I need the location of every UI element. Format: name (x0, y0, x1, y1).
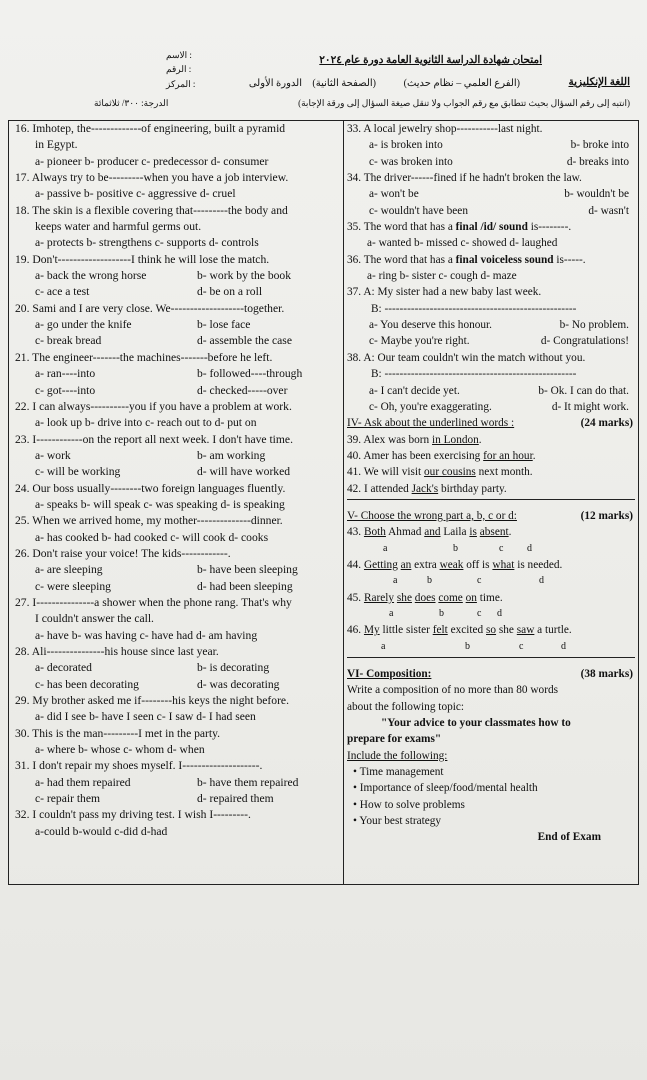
question-line: 32. I couldn't pass my driving test. I wish I---------. (15, 808, 251, 822)
option-left: c- repair them (35, 792, 101, 806)
question-line: 30. This is the man---------I met in the party. (15, 726, 221, 740)
option-right: d- will have worked (197, 465, 291, 479)
section-5-heading: V- Choose the wrong part a, b, c or d: (12 marks) (347, 509, 633, 522)
option-right: b- am working (197, 448, 266, 462)
question-38: 38. A: Our team couldn't win the match without you. (347, 351, 586, 364)
question-line: 24. Our boss usually--------two foreign languages fluently. (15, 481, 286, 495)
option-right: b- work by the book (197, 269, 292, 283)
question-line: 29. My brother asked me if--------his keys the night before. (15, 694, 289, 708)
question-line: 26. Don't raise your voice! The kids------------. (15, 546, 231, 560)
question-line: 23. I------------on the report all next week. I don't have time. (15, 432, 293, 446)
answer-options (15, 366, 341, 382)
left-column (15, 121, 341, 884)
composition-topic: prepare for exams" (347, 733, 442, 746)
center-label: المركز : (166, 79, 196, 89)
part-letters: a b c d (389, 607, 502, 619)
question-39: 39. Alex was born in London. (347, 433, 482, 446)
branch-label: (الفرع العلمي – نظام حديث) (403, 78, 520, 89)
answer-options: c- wouldn't have been d- wasn't (369, 204, 629, 217)
answer-options (15, 579, 341, 595)
option-right: d- had been sleeping (197, 579, 293, 593)
answer-options: a- look up b- drive into c- reach out to d- put on (35, 416, 257, 430)
answer-options: a- You deserve this honour. b- No problem. (369, 319, 629, 332)
option-right: b- lose face (197, 318, 251, 332)
question-line: 21. The engineer-------the machines-------before he left. (15, 350, 273, 364)
answer-options (15, 333, 341, 349)
option-left: c- ace a test (35, 285, 90, 299)
response-line: B: --------------------------------------------------- (371, 302, 577, 315)
answer-options: a- passive b- positive c- aggressive d- cruel (35, 187, 236, 201)
option-left: a- back the wrong horse (35, 269, 147, 283)
answer-options: a- where b- whose c- whom d- when (35, 743, 205, 757)
option-left: c- has been decorating (35, 677, 139, 691)
session-label: الدورة الأولى (248, 78, 302, 89)
answer-options: c- Oh, you're exaggerating. d- It might work. (369, 400, 629, 413)
option-right: d- be on a roll (197, 285, 263, 299)
question-line: 16. Imhotep, the-------------of engineering, built a pyramid (15, 122, 286, 135)
answer-options: a- did I see b- have I seen c- I saw d- I had seen (35, 710, 256, 724)
section-divider (347, 499, 635, 504)
include-heading: Include the following: (347, 749, 448, 762)
question-36: 36. The word that has a final voiceless sound is-----. (347, 253, 586, 266)
option-left: a- are sleeping (35, 563, 103, 577)
option-right: d- was decorating (197, 677, 280, 691)
answer-options: a- has cooked b- had cooked c- will cook d- cooks (35, 530, 269, 544)
answer-options (15, 775, 341, 791)
question-42: 42. I attended Jack's birthday party. (347, 482, 507, 495)
answer-options (15, 660, 341, 676)
exam-title: امتحان شهادة الدراسة الثانوية العامة دورة عام ٢٠٢٤ (319, 55, 542, 66)
part-letters: a b c d (393, 575, 544, 587)
question-line: 17. Always try to be---------when you have a job interview. (15, 171, 289, 185)
question-line: 18. The skin is a flexible covering that---------the body and (15, 203, 288, 217)
answer-options: a- wanted b- missed c- showed d- laughed (367, 237, 558, 250)
question-45: 45. Rarely she does come on time. (347, 591, 503, 604)
subject-label: اللغة الإنكليزية (568, 77, 630, 88)
answer-options (15, 268, 341, 284)
section-6-heading: VI- Composition: (38 marks) (347, 668, 633, 680)
end-of-exam: End of Exam (537, 831, 601, 844)
number-label: الرقم : (166, 64, 192, 74)
question-44: 44. Getting an extra weak off is what is needed. (347, 558, 563, 571)
name-label: الاسم : (166, 50, 192, 60)
answer-options: a- speaks b- will speak c- was speaking d- is speaking (35, 497, 285, 511)
composition-instruction: Write a composition of no more than 80 words (347, 684, 559, 697)
question-37: 37. A: My sister had a new baby last week. (347, 286, 542, 299)
section-4-heading: IV- Ask about the underlined words : (24 marks) (347, 417, 633, 430)
answer-options (15, 284, 341, 300)
question-line: 31. I don't repair my shoes myself. I--------------------. (15, 759, 263, 773)
answer-options: a- ring b- sister c- cough d- maze (367, 270, 517, 283)
response-line: B: --------------------------------------------------- (371, 368, 577, 381)
option-right: d- assemble the case (197, 334, 292, 348)
option-right: b- have them repaired (197, 775, 299, 789)
question-line: 25. When we arrived home, my mother--------------dinner. (15, 514, 283, 528)
bullet-item: • Your best strategy (353, 815, 442, 828)
answer-options (15, 448, 341, 464)
question-40: 40. Amer has been exercising for an hour. (347, 449, 536, 462)
question-continuation: keeps water and harmful germs out. (35, 220, 202, 234)
question-33: 33. A local jewelry shop-----------last night. (347, 123, 543, 135)
right-column (347, 121, 635, 884)
bullet-item: • How to solve problems (353, 798, 465, 811)
option-left: c- got----into (35, 383, 96, 397)
question-46: 46. My little sister felt excited so she saw a turtle. (347, 624, 572, 637)
answer-options (15, 562, 341, 578)
option-left: c- will be working (35, 465, 121, 479)
option-left: a- work (35, 448, 71, 462)
answer-options: a- won't be b- wouldn't be (369, 188, 629, 201)
option-right: b- have been sleeping (197, 563, 298, 577)
column-divider (343, 121, 344, 884)
option-left: a- had them repaired (35, 775, 131, 789)
answer-options (15, 791, 341, 807)
option-right: d- checked-----over (197, 383, 288, 397)
option-left: a- ran----into (35, 367, 96, 381)
question-43: 43. Both Ahmad and Laila is absent. (347, 526, 512, 539)
question-line: 28. Ali---------------his house since last year. (15, 645, 219, 658)
answer-options: a- have b- was having c- have had d- am having (35, 628, 258, 642)
question-line: 20. Sami and I are very close. We-------------------together. (15, 301, 285, 315)
answer-options (15, 464, 341, 480)
question-continuation: I couldn't answer the call. (35, 612, 154, 626)
option-left: a- decorated (35, 661, 92, 675)
answer-options: a- pioneer b- producer c- predecessor d- consumer (35, 154, 269, 168)
answer-options (15, 383, 341, 399)
option-left: c- break bread (35, 334, 102, 348)
option-left: c- were sleeping (35, 579, 111, 593)
composition-topic: "Your advice to your classmates how to (381, 717, 571, 730)
question-41: 41. We will visit our cousins next month. (347, 466, 533, 479)
answer-options (15, 317, 341, 333)
answer-options: a- is broken into b- broke into (369, 139, 629, 152)
part-letters: a b c d (383, 542, 532, 554)
composition-instruction: about the following topic: (347, 700, 465, 713)
exam-header (8, 50, 638, 120)
bullet-item: • Time management (353, 766, 444, 779)
section-divider (347, 657, 635, 662)
option-right: b- followed----through (197, 367, 303, 381)
question-line: 19. Don't-------------------I think he will lose the match. (15, 252, 270, 266)
option-right: d- repaired them (197, 792, 274, 806)
page-label: (الصفحة الثانية) (312, 78, 376, 89)
part-letters: a b c d (381, 640, 566, 652)
answer-options: a- I can't decide yet. b- Ok. I can do that. (369, 384, 629, 397)
grade-label: الدرجة: ٣٠٠/ ثلاثمائة (94, 98, 169, 108)
bullet-item: • Importance of sleep/food/mental health (353, 782, 538, 795)
question-35: 35. The word that has a final /id/ sound is--------. (347, 221, 572, 234)
question-line: 27. I---------------a shower when the phone rang. That's why (15, 595, 292, 609)
question-34: 34. The driver------fined if he hadn't broken the law. (347, 172, 582, 185)
answer-options: c- Maybe you're right. d- Congratulations! (369, 335, 629, 348)
answer-options: a-could b-would c-did d-had (35, 824, 168, 838)
questions-table (8, 120, 639, 885)
answer-options: a- protects b- strengthens c- supports d- controls (35, 236, 259, 250)
option-left: a- go under the knife (35, 318, 132, 332)
option-right: b- is decorating (197, 661, 270, 675)
answer-options: c- was broken into d- breaks into (369, 155, 629, 168)
question-line: 22. I can always----------you if you have a problem at work. (15, 399, 292, 413)
instruction-note: (انتبه إلى رقم السؤال بحيث تتطابق مع رقم الجواب ولا تنقل صيغة السؤال إلى ورقة الإجابة) (298, 98, 630, 108)
answer-options (15, 677, 341, 693)
question-continuation: in Egypt. (35, 138, 78, 152)
